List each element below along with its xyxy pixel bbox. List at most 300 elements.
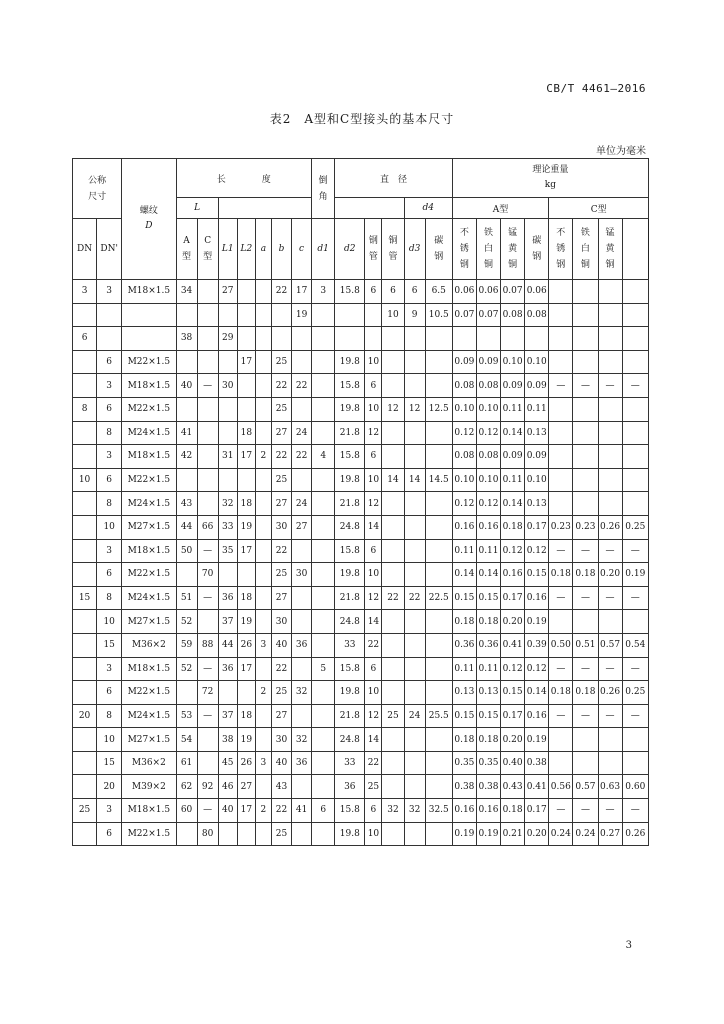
table-cell: — — [197, 704, 218, 728]
table-row — [73, 350, 649, 374]
table-cell: 42 — [176, 445, 197, 469]
table-cell — [292, 586, 312, 610]
table-cell: 34 — [176, 280, 197, 304]
table-cell — [312, 633, 335, 657]
table-cell: 38 — [218, 728, 237, 752]
table-cell: 0.18 — [549, 563, 573, 587]
table-row — [73, 633, 649, 657]
table-row — [73, 681, 649, 705]
table-cell: 24.8 — [335, 515, 365, 539]
table-cell — [573, 610, 598, 634]
table-cell: 0.21 — [501, 822, 525, 846]
table-cell — [404, 822, 425, 846]
table-cell — [404, 775, 425, 799]
table-cell — [292, 657, 312, 681]
table-cell: 22 — [365, 751, 382, 775]
table-cell: — — [598, 657, 622, 681]
table-cell: 25 — [382, 704, 404, 728]
table-row — [73, 563, 649, 587]
table-cell: 10 — [365, 563, 382, 587]
table-cell — [255, 775, 271, 799]
header-d3: d3 — [404, 219, 425, 280]
table-cell: 0.19 — [622, 563, 648, 587]
table-cell: 6 — [365, 280, 382, 304]
table-cell — [549, 728, 573, 752]
table-cell: 6 — [382, 280, 404, 304]
table-cell: — — [549, 374, 573, 398]
table-cell — [73, 539, 97, 563]
table-cell — [382, 610, 404, 634]
table-cell: 0.19 — [525, 610, 549, 634]
table-cell — [237, 468, 255, 492]
table-cell: 43 — [176, 492, 197, 516]
table-cell — [218, 397, 237, 421]
table-cell — [197, 751, 218, 775]
table-cell: 0.15 — [452, 704, 476, 728]
table-cell — [404, 657, 425, 681]
table-cell — [382, 515, 404, 539]
table-row — [73, 822, 649, 846]
table-cell: 6 — [97, 350, 122, 374]
table-cell: 14 — [365, 610, 382, 634]
table-cell — [255, 468, 271, 492]
table-row — [73, 421, 649, 445]
table-cell: 22 — [271, 539, 291, 563]
table-cell: 36 — [218, 657, 237, 681]
table-cell: 17 — [292, 280, 312, 304]
table-cell — [622, 303, 648, 327]
table-cell: 0.16 — [476, 799, 500, 823]
header-diam-blank — [335, 198, 404, 219]
table-cell: 0.11 — [501, 397, 525, 421]
table-cell: 53 — [176, 704, 197, 728]
table-cell: 6 — [97, 397, 122, 421]
table-cell — [425, 775, 452, 799]
table-cell — [255, 327, 271, 351]
table-cell: 0.14 — [452, 563, 476, 587]
table-cell: — — [197, 799, 218, 823]
table-cell: 33 — [335, 751, 365, 775]
table-row — [73, 704, 649, 728]
table-cell — [335, 303, 365, 327]
table-cell: 0.14 — [501, 421, 525, 445]
table-cell: 20 — [73, 704, 97, 728]
header-a-bronze: 铁白铜 — [476, 219, 500, 280]
table-cell — [218, 681, 237, 705]
table-cell: — — [197, 586, 218, 610]
table-cell: 45 — [218, 751, 237, 775]
table-cell: 0.12 — [452, 492, 476, 516]
table-cell — [573, 468, 598, 492]
header-b: b — [271, 219, 291, 280]
table-cell — [97, 303, 122, 327]
table-cell: 32.5 — [425, 799, 452, 823]
table-row — [73, 586, 649, 610]
table-cell — [573, 445, 598, 469]
table-cell: 10 — [73, 468, 97, 492]
table-cell: — — [598, 374, 622, 398]
table-cell — [598, 445, 622, 469]
table-cell: 15 — [73, 586, 97, 610]
table-cell: 0.10 — [501, 350, 525, 374]
table-cell — [622, 280, 648, 304]
table-cell — [425, 633, 452, 657]
table-cell: — — [573, 657, 598, 681]
table-cell: 0.13 — [452, 681, 476, 705]
table-cell — [404, 610, 425, 634]
table-cell — [312, 350, 335, 374]
table-cell: — — [598, 586, 622, 610]
header-c: c — [292, 219, 312, 280]
table-cell — [237, 374, 255, 398]
table-cell: 10 — [97, 728, 122, 752]
table-cell: 3 — [97, 280, 122, 304]
table-cell: 0.57 — [598, 633, 622, 657]
table-cell: 0.43 — [501, 775, 525, 799]
table-cell — [255, 303, 271, 327]
table-cell: 0.15 — [476, 704, 500, 728]
table-cell — [73, 563, 97, 587]
table-row — [73, 492, 649, 516]
table-cell: M18×1.5 — [122, 445, 176, 469]
table-cell — [176, 563, 197, 587]
table-cell — [622, 445, 648, 469]
table-cell: 18 — [237, 704, 255, 728]
table-cell — [622, 468, 648, 492]
table-cell — [312, 586, 335, 610]
table-row — [73, 445, 649, 469]
table-row — [73, 327, 649, 351]
table-cell: 20 — [97, 775, 122, 799]
table-cell: — — [549, 586, 573, 610]
table-cell: 0.11 — [501, 468, 525, 492]
table-cell: 0.24 — [573, 822, 598, 846]
table-cell: 0.08 — [501, 303, 525, 327]
table-cell: 0.16 — [452, 515, 476, 539]
table-cell: 25 — [271, 350, 291, 374]
table-cell: M24×1.5 — [122, 704, 176, 728]
table-cell: 62 — [176, 775, 197, 799]
table-cell: 6 — [365, 445, 382, 469]
table-cell — [382, 492, 404, 516]
table-row — [73, 539, 649, 563]
table-cell: 0.57 — [573, 775, 598, 799]
table-cell: — — [549, 539, 573, 563]
table-cell: 21.8 — [335, 421, 365, 445]
header-chamfer: 倒角 — [312, 159, 335, 219]
table-cell: 17 — [237, 539, 255, 563]
table-cell — [382, 775, 404, 799]
table-cell — [255, 563, 271, 587]
table-cell — [404, 350, 425, 374]
header-L2: L2 — [237, 219, 255, 280]
header-diameter: 直 径 — [335, 159, 453, 198]
table-cell — [237, 327, 255, 351]
table-cell — [622, 751, 648, 775]
table-cell — [271, 303, 291, 327]
table-cell: 19.8 — [335, 822, 365, 846]
table-cell: 88 — [197, 633, 218, 657]
table-cell — [292, 539, 312, 563]
table-cell — [255, 539, 271, 563]
table-cell — [292, 610, 312, 634]
table-cell — [312, 539, 335, 563]
table-cell: 37 — [218, 704, 237, 728]
table-cell — [176, 681, 197, 705]
table-cell: 15.8 — [335, 799, 365, 823]
table-cell: 0.11 — [476, 657, 500, 681]
table-cell — [255, 280, 271, 304]
table-cell: 0.16 — [525, 704, 549, 728]
table-cell — [382, 445, 404, 469]
table-cell: 32 — [292, 681, 312, 705]
table-cell: 17 — [237, 799, 255, 823]
table-cell — [549, 350, 573, 374]
table-cell: 0.10 — [525, 350, 549, 374]
table-cell: 33 — [335, 633, 365, 657]
table-cell: 25 — [271, 681, 291, 705]
table-cell: 0.35 — [452, 751, 476, 775]
table-cell: 27 — [271, 421, 291, 445]
table-cell — [598, 728, 622, 752]
table-cell — [97, 327, 122, 351]
table-cell — [197, 421, 218, 445]
table-cell: 0.20 — [598, 563, 622, 587]
table-cell: 6.5 — [425, 280, 452, 304]
table-row — [73, 303, 649, 327]
table-cell — [312, 728, 335, 752]
table-cell — [404, 681, 425, 705]
table-cell: 15.8 — [335, 657, 365, 681]
table-row — [73, 610, 649, 634]
table-cell — [292, 327, 312, 351]
table-cell — [197, 468, 218, 492]
table-cell: 3 — [97, 539, 122, 563]
header-c-brass: 锰黄铜 — [598, 219, 622, 280]
table-row — [73, 515, 649, 539]
table-cell — [292, 775, 312, 799]
header-l-a-type: A型 — [176, 219, 197, 280]
header-nominal-size: 公称尺寸 — [73, 159, 122, 219]
table-cell — [197, 280, 218, 304]
table-cell: — — [549, 799, 573, 823]
table-cell — [197, 327, 218, 351]
table-cell: 40 — [271, 751, 291, 775]
table-cell: 0.17 — [525, 515, 549, 539]
table-cell — [404, 374, 425, 398]
table-cell — [218, 350, 237, 374]
table-cell: 0.12 — [476, 492, 500, 516]
table-cell: 0.25 — [622, 515, 648, 539]
table-cell: 17 — [237, 445, 255, 469]
table-cell: 5 — [312, 657, 335, 681]
table-cell: 51 — [176, 586, 197, 610]
table-cell: 61 — [176, 751, 197, 775]
table-cell: 0.26 — [598, 681, 622, 705]
table-cell: 0.09 — [501, 374, 525, 398]
table-cell: 30 — [271, 610, 291, 634]
table-cell — [176, 303, 197, 327]
table-cell — [549, 610, 573, 634]
table-cell — [549, 303, 573, 327]
table-cell — [476, 327, 500, 351]
table-cell: 0.10 — [525, 468, 549, 492]
table-cell: — — [622, 586, 648, 610]
table-cell — [622, 397, 648, 421]
table-cell: 46 — [218, 775, 237, 799]
table-cell — [382, 539, 404, 563]
table-cell: 30 — [292, 563, 312, 587]
table-cell — [73, 728, 97, 752]
header-a-type: A型 — [452, 198, 548, 219]
table-cell: 72 — [197, 681, 218, 705]
table-cell: 0.11 — [476, 539, 500, 563]
table-cell: 6 — [365, 799, 382, 823]
table-cell — [573, 421, 598, 445]
table-cell: 26 — [237, 633, 255, 657]
table-cell: M22×1.5 — [122, 397, 176, 421]
table-cell: 0.41 — [501, 633, 525, 657]
table-cell — [237, 280, 255, 304]
table-cell: M18×1.5 — [122, 374, 176, 398]
page-number: 3 — [625, 940, 632, 951]
table-cell: M22×1.5 — [122, 350, 176, 374]
table-cell: — — [573, 799, 598, 823]
table-cell — [382, 681, 404, 705]
table-cell: 24 — [292, 421, 312, 445]
table-cell: 0.14 — [476, 563, 500, 587]
table-cell — [73, 657, 97, 681]
table-cell — [312, 515, 335, 539]
table-cell — [425, 515, 452, 539]
table-cell: 0.08 — [476, 445, 500, 469]
table-cell: 36 — [335, 775, 365, 799]
table-cell — [549, 468, 573, 492]
table-cell: 0.09 — [525, 374, 549, 398]
table-cell — [73, 515, 97, 539]
table-cell: 0.23 — [549, 515, 573, 539]
table-cell — [237, 681, 255, 705]
table-cell — [312, 303, 335, 327]
header-dn: DN — [73, 219, 97, 280]
table-cell — [73, 374, 97, 398]
table-cell: 22 — [292, 445, 312, 469]
table-row — [73, 657, 649, 681]
standard-code: CB/T 4461—2016 — [546, 82, 646, 95]
table-cell: 14 — [365, 728, 382, 752]
table-row — [73, 751, 649, 775]
table-cell: 3 — [97, 374, 122, 398]
table-cell — [197, 445, 218, 469]
table-cell: 17 — [237, 350, 255, 374]
table-cell: 25 — [271, 563, 291, 587]
unit-note: 单位为毫米 — [596, 146, 646, 157]
table-cell: 0.18 — [476, 610, 500, 634]
table-cell: 0.16 — [501, 563, 525, 587]
table-cell — [598, 468, 622, 492]
table-cell: 0.12 — [476, 421, 500, 445]
table-cell: 25 — [365, 775, 382, 799]
table-cell: M39×2 — [122, 775, 176, 799]
table-cell — [312, 610, 335, 634]
table-cell — [73, 775, 97, 799]
table-cell: 14 — [404, 468, 425, 492]
table-cell: 0.08 — [476, 374, 500, 398]
table-cell — [197, 303, 218, 327]
table-cell — [549, 280, 573, 304]
table-cell: 0.18 — [549, 681, 573, 705]
table-cell: 43 — [271, 775, 291, 799]
table-cell — [365, 303, 382, 327]
table-cell — [255, 350, 271, 374]
table-cell — [73, 492, 97, 516]
header-weight: 理论重量 kg — [452, 159, 648, 198]
table-cell — [549, 327, 573, 351]
table-cell: — — [622, 799, 648, 823]
table-cell — [425, 822, 452, 846]
table-cell — [312, 751, 335, 775]
table-cell: 12 — [365, 421, 382, 445]
table-cell: 0.06 — [476, 280, 500, 304]
table-cell — [271, 327, 291, 351]
table-cell: — — [598, 799, 622, 823]
header-d1: d1 — [312, 219, 335, 280]
table-cell: M18×1.5 — [122, 539, 176, 563]
table-cell: 14.5 — [425, 468, 452, 492]
table-cell — [598, 280, 622, 304]
table-cell: M18×1.5 — [122, 799, 176, 823]
table-cell: 22 — [404, 586, 425, 610]
table-row — [73, 280, 649, 304]
table-cell — [292, 822, 312, 846]
table-cell: — — [598, 704, 622, 728]
table-cell: 14 — [382, 468, 404, 492]
table-row — [73, 374, 649, 398]
table-cell — [598, 610, 622, 634]
table-cell: 12 — [404, 397, 425, 421]
table-cell: 25.5 — [425, 704, 452, 728]
table-cell: 2 — [255, 445, 271, 469]
table-cell — [425, 327, 452, 351]
table-cell: — — [622, 704, 648, 728]
table-cell: 0.20 — [501, 728, 525, 752]
table-cell: 6 — [97, 468, 122, 492]
header-a: a — [255, 219, 271, 280]
table-cell: 0.19 — [525, 728, 549, 752]
table-cell — [404, 751, 425, 775]
table-cell: 0.06 — [452, 280, 476, 304]
table-cell: 22.5 — [425, 586, 452, 610]
table-cell — [255, 374, 271, 398]
table-cell: 31 — [218, 445, 237, 469]
table-cell: 0.06 — [525, 280, 549, 304]
table-cell: M18×1.5 — [122, 280, 176, 304]
table-cell — [404, 327, 425, 351]
table-cell — [218, 563, 237, 587]
table-cell: 27 — [271, 492, 291, 516]
table-cell — [365, 327, 382, 351]
table-cell: 0.15 — [501, 681, 525, 705]
table-cell: 36 — [218, 586, 237, 610]
table-cell — [312, 421, 335, 445]
table-cell: 0.11 — [525, 397, 549, 421]
table-cell: 2 — [255, 799, 271, 823]
table-cell — [598, 421, 622, 445]
header-length: 长 度 — [176, 159, 312, 198]
table-cell: 80 — [197, 822, 218, 846]
table-cell: 19.8 — [335, 397, 365, 421]
table-cell — [255, 397, 271, 421]
